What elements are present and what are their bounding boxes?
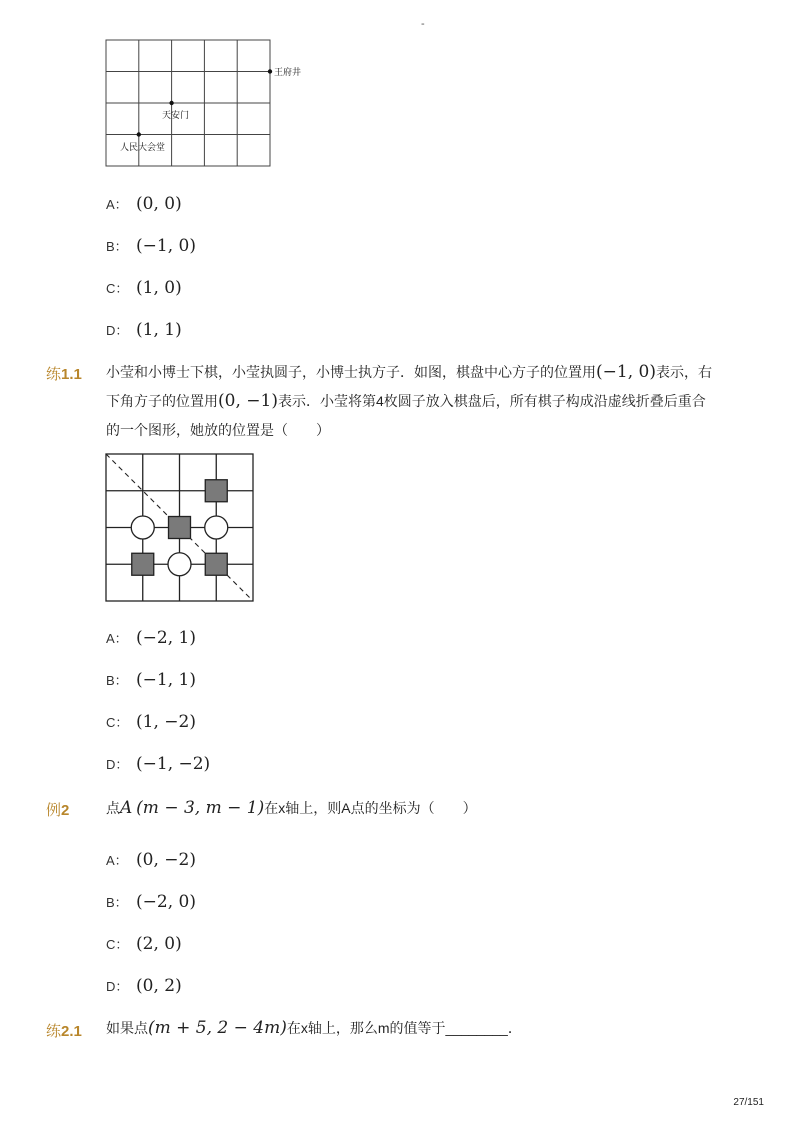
- square-piece: [205, 480, 227, 502]
- tiananmen-dot: [169, 101, 173, 105]
- q2-question-text: 点A (m − 3, m − 1)在x轴上，则A点的坐标为（ ）: [106, 798, 477, 818]
- q1-option-d[interactable]: D： (−1, −2): [106, 754, 211, 774]
- great-hall-dot: [137, 132, 141, 136]
- label-great-hall: 人民大会堂: [120, 143, 166, 153]
- q1-line-3: 的一个图形，她放的位置是（ ）: [106, 422, 330, 438]
- header-mark: -: [421, 18, 425, 30]
- q1-option-b[interactable]: B： (−1, 1): [106, 670, 196, 690]
- round-piece: [168, 553, 191, 576]
- q3-label: 练2.1: [46, 1023, 82, 1040]
- q1-label: 练1.1: [46, 366, 82, 383]
- page-number: 27/151: [733, 1097, 764, 1108]
- square-piece-bottom-right: [205, 553, 227, 575]
- label-tiananmen: 天安门: [162, 111, 190, 121]
- round-piece: [131, 516, 154, 539]
- square-piece: [132, 553, 154, 575]
- q0-option-a[interactable]: A： (0, 0): [106, 194, 182, 214]
- q2-option-a[interactable]: A： (0, −2): [106, 850, 196, 870]
- q1-line-1: 小莹和小博士下棋，小莹执圆子，小博士执方子．如图，棋盘中心方子的位置用(−1, 0)表示，右: [106, 362, 712, 382]
- q2-option-c[interactable]: C： (2, 0): [106, 934, 182, 954]
- map-grid-figure: [100, 34, 320, 174]
- q3-question-text: 如果点(m + 5, 2 − 4m)在x轴上，那么m的值等于________．: [106, 1018, 522, 1038]
- q1-option-c[interactable]: C： (1, −2): [106, 712, 196, 732]
- wangfujing-dot: [268, 69, 272, 73]
- round-piece: [205, 516, 228, 539]
- q1-question-text: [106, 358, 716, 445]
- q1-option-a[interactable]: A： (−2, 1): [106, 628, 196, 648]
- chessboard-figure: [100, 448, 260, 608]
- q0-option-c[interactable]: C： (1, 0): [106, 278, 182, 298]
- q2-option-d[interactable]: D： (0, 2): [106, 976, 182, 996]
- label-wangfujing: 王府井: [274, 68, 302, 78]
- square-piece-center: [169, 517, 191, 539]
- q0-option-d[interactable]: D： (1, 1): [106, 320, 182, 340]
- q2-option-b[interactable]: B： (−2, 0): [106, 892, 196, 912]
- q1-line-2: 下角方子的位置用(0, −1)表示．小莹将第4枚圆子放入棋盘后，所有棋子构成沿虚线折叠后重合: [106, 391, 706, 411]
- q0-option-b[interactable]: B： (−1, 0): [106, 236, 196, 256]
- q2-label: 例2: [46, 802, 70, 819]
